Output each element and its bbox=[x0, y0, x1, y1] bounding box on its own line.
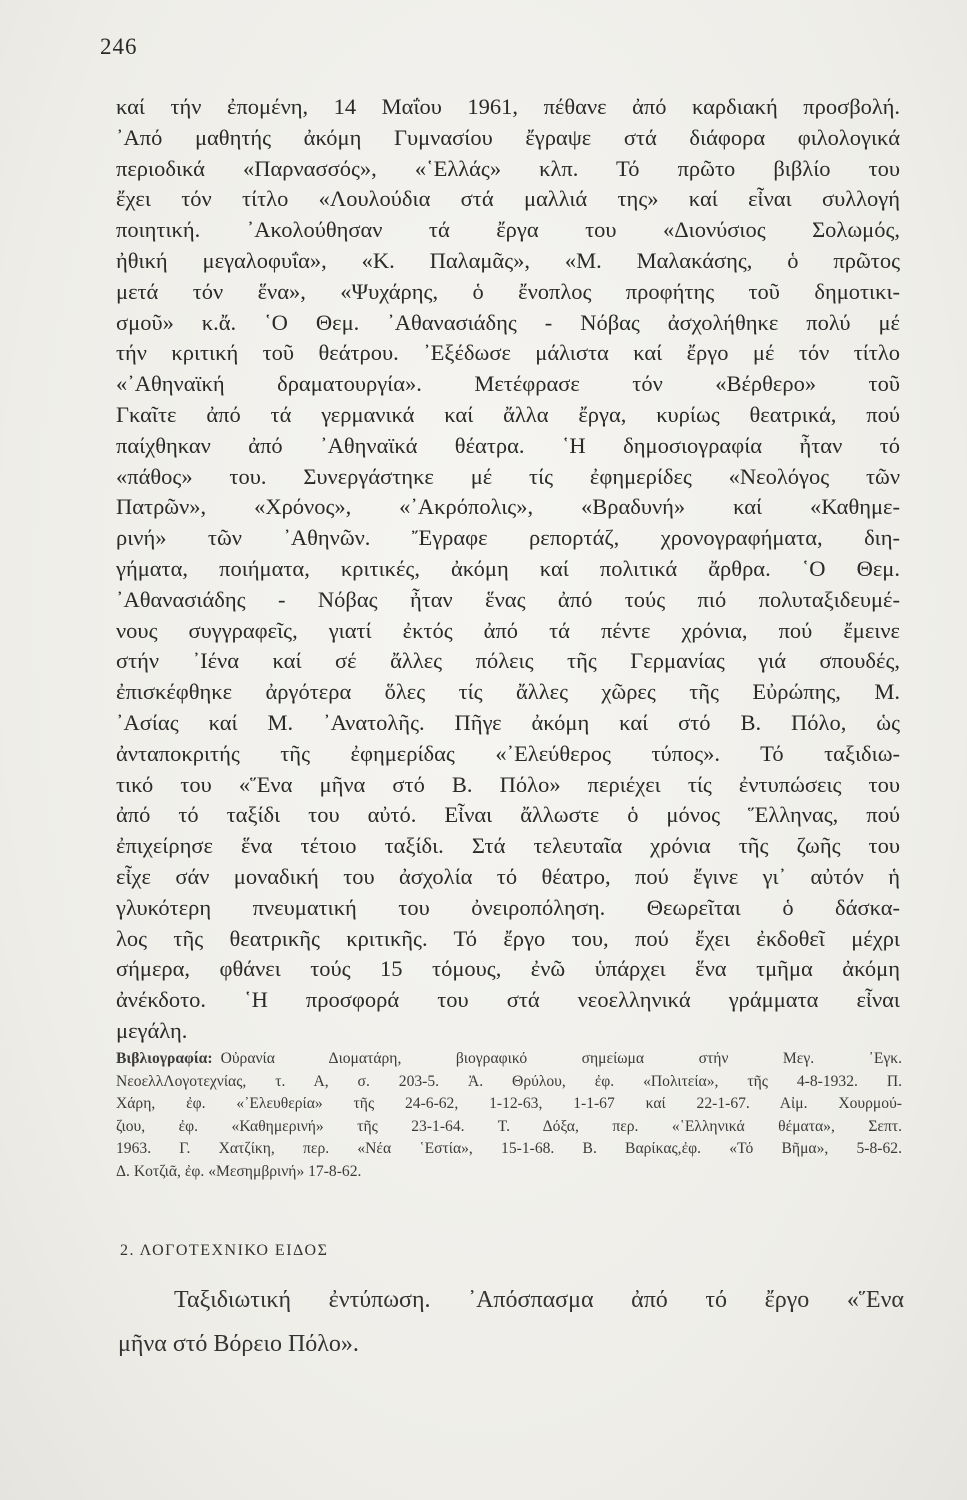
text-line: Γκαῖτε ἀπό τά γερμανικά καί ἄλλα ἔργα, κυρίως θεατρικά, πού bbox=[116, 401, 900, 427]
text-line: τήν κριτική τοῦ θεάτρου. ᾿Εξέδωσε μάλιστα καί ἔργο μέ τόν τίτλο bbox=[116, 340, 900, 366]
text-line: περιοδικά «Παρνασσός», «῾Ελλάς» κλπ. Τό πρῶτο βιβλίο του bbox=[116, 155, 900, 181]
text-line: παίχθηκαν ἀπό ᾿Αθηναϊκά θέατρα. ῾Η δημοσιογραφία ἦταν τό bbox=[116, 432, 900, 458]
text-line: ᾿Ασίας καί Μ. ᾿Ανατολῆς. Πῆγε ἀκόμη καί στό Β. Πόλο, ὡς bbox=[116, 709, 900, 735]
bibliography-line: Χάρη, ἐφ. «᾿Ελευθερία» τῆς 24-6-62, 1-12-63, 1-1-67 καί 22-1-67. Αἰμ. Χουρμού- bbox=[116, 1095, 902, 1113]
biography-text bbox=[116, 92, 900, 1047]
text-line: «πάθος» του. Συνεργάστηκε μέ τίς ἐφημερίδες «Νεολόγος τῶν bbox=[116, 463, 900, 489]
bibliography bbox=[116, 1048, 902, 1184]
text-line: μεγάλη. bbox=[116, 1017, 188, 1043]
text-line: ἀπό τό ταξίδι του αὐτό. Εἶναι ἄλλωστε ὁ μόνος Ἕλληνας, πού bbox=[116, 802, 900, 828]
text-line: λος τῆς θεατρικῆς κριτικῆς. Τό ἔργο του, πού ἔχει ἐκδοθεῖ μέχρι bbox=[116, 925, 900, 951]
text-line: ᾿Αθανασιάδης - Νόβας ἦταν ἕνας ἀπό τούς πιό πολυταξιδευμέ- bbox=[116, 586, 900, 612]
text-line: «᾿Αθηναϊκή δραματουργία». Μετέφρασε τόν «Βέρθερο» τοῦ bbox=[116, 371, 900, 397]
text-line: σήμερα, φθάνει τούς 15 τόμους, ἐνῶ ὑπάρχει ἕνα τμῆμα ἀκόμη bbox=[116, 956, 900, 982]
excerpt-caption bbox=[118, 1278, 904, 1366]
text-line: σμοῦ» κ.ἄ. ῾Ο Θεμ. ᾿Αθανασιάδης - Νόβας ἀσχολήθηκε πολύ μέ bbox=[116, 309, 900, 335]
text-line: ἐπιχείρησε ἕνα τέτοιο ταξίδι. Στά τελευταῖα χρόνια τῆς ζωῆς του bbox=[116, 833, 900, 859]
bibliography-label: Βιβλιογραφία: bbox=[116, 1050, 213, 1067]
text-line: ἀνέκδοτο. ῾Η προσφορά του στά νεοελληνικά γράμματα εἶναι bbox=[116, 987, 900, 1013]
bibliography-line: 1963. Γ. Χατζίκη, περ. «Νέα ῾Εστία», 15-1-68. Β. Βαρίκας,ἐφ. «Τό Βῆμα», 5-8-62. bbox=[116, 1140, 902, 1158]
text-line: καί τήν ἐπομένη, 14 Μαΐου 1961, πέθανε ἀπό καρδιακή προσβολή. bbox=[116, 94, 900, 119]
text-line: μετά τόν ἕνα», «Ψυχάρης, ὁ ἔνοπλος προφήτης τοῦ δημοτικι- bbox=[116, 278, 900, 304]
text-line: ἔχει τόν τίτλο «Λουλούδια στά μαλλιά της» καί εἶναι συλλογή bbox=[116, 186, 900, 212]
excerpt-line: Ταξιδιωτική ἐντύπωση. ᾿Απόσπασμα ἀπό τό ἔργο «Ἕνα bbox=[174, 1287, 904, 1313]
bibliography-line: Δ. Κοτζιᾶ, ἐφ. «Μεσημβρινή» 17-8-62. bbox=[116, 1162, 362, 1180]
page-number: 246 bbox=[100, 34, 138, 59]
section-heading: 2. ΛΟΓΟΤΕΧΝΙΚΟ ΕΙΔΟΣ bbox=[120, 1242, 329, 1259]
text-line: Πατρῶν», «Χρόνος», «᾿Ακρόπολις», «Βραδυνή» καί «Καθημε- bbox=[116, 494, 900, 520]
text-line: ἐπισκέφθηκε ἀργότερα ὅλες τίς ἄλλες χῶρες τῆς Εὐρώπης, Μ. bbox=[116, 679, 900, 705]
bibliography-line: ζιου, ἐφ. «Καθημερινή» τῆς 23-1-64. Τ. Δόξα, περ. «῾Ελληνικά θέματα», Σεπτ. bbox=[116, 1117, 902, 1135]
text-line: ρινή» τῶν ᾿Αθηνῶν. Ἔγραφε ρεπορτάζ, χρονογραφήματα, διη- bbox=[116, 525, 900, 551]
text-line: νους συγγραφεῖς, γιατί ἐκτός ἀπό τά πέντε χρόνια, πού ἔμεινε bbox=[116, 617, 900, 643]
bibliography-line: ΝεοελλΛογοτεχνίας, τ. Α, σ. 203-5. Ἀ. Θρύλου, ἐφ. «Πολιτεία», τῆς 4-8-1932. Π. bbox=[116, 1072, 902, 1090]
text-line: ἀνταποκριτής τῆς ἐφημερίδας «᾿Ελεύθερος τύπος». Τό ταξιδιω- bbox=[116, 740, 900, 766]
text-line: ᾿Από μαθητής ἀκόμη Γυμνασίου ἔγραψε στά διάφορα φιλολογικά bbox=[116, 124, 900, 150]
text-line: στήν ᾿Ιένα καί σέ ἄλλες πόλεις τῆς Γερμανίας γιά σπουδές, bbox=[116, 648, 900, 674]
excerpt-line: μῆνα στό Βόρειο Πόλο». bbox=[118, 1331, 359, 1357]
text-line: γλυκότερη πνευματική του ὀνειροπόληση. Θεωρεῖται ὁ δάσκα- bbox=[116, 894, 900, 920]
bibliography-line bbox=[116, 1048, 902, 1071]
bibliography-first-line: Οὐρανία Διοματάρη, βιογραφικό σημείωμα στήν Μεγ. ᾿Εγκ. bbox=[220, 1050, 902, 1067]
text-line: ποιητική. ᾿Ακολούθησαν τά ἔργα του «Διονύσιος Σολωμός, bbox=[116, 217, 900, 243]
text-line: εἶχε σάν μοναδική του ἀσχολία τό θέατρο, πού ἔγινε γι᾿ αὐτόν ἡ bbox=[116, 863, 900, 889]
text-line: ἠθική μεγαλοφυΐα», «Κ. Παλαμᾶς», «Μ. Μαλακάσης, ὁ πρῶτος bbox=[116, 247, 900, 273]
text-line: τικό του «Ἕνα μῆνα στό Β. Πόλο» περιέχει τίς ἐντυπώσεις του bbox=[116, 771, 900, 797]
text-line: γήματα, ποιήματα, κριτικές, ἀκόμη καί πολιτικά ἄρθρα. ῾Ο Θεμ. bbox=[116, 555, 900, 581]
